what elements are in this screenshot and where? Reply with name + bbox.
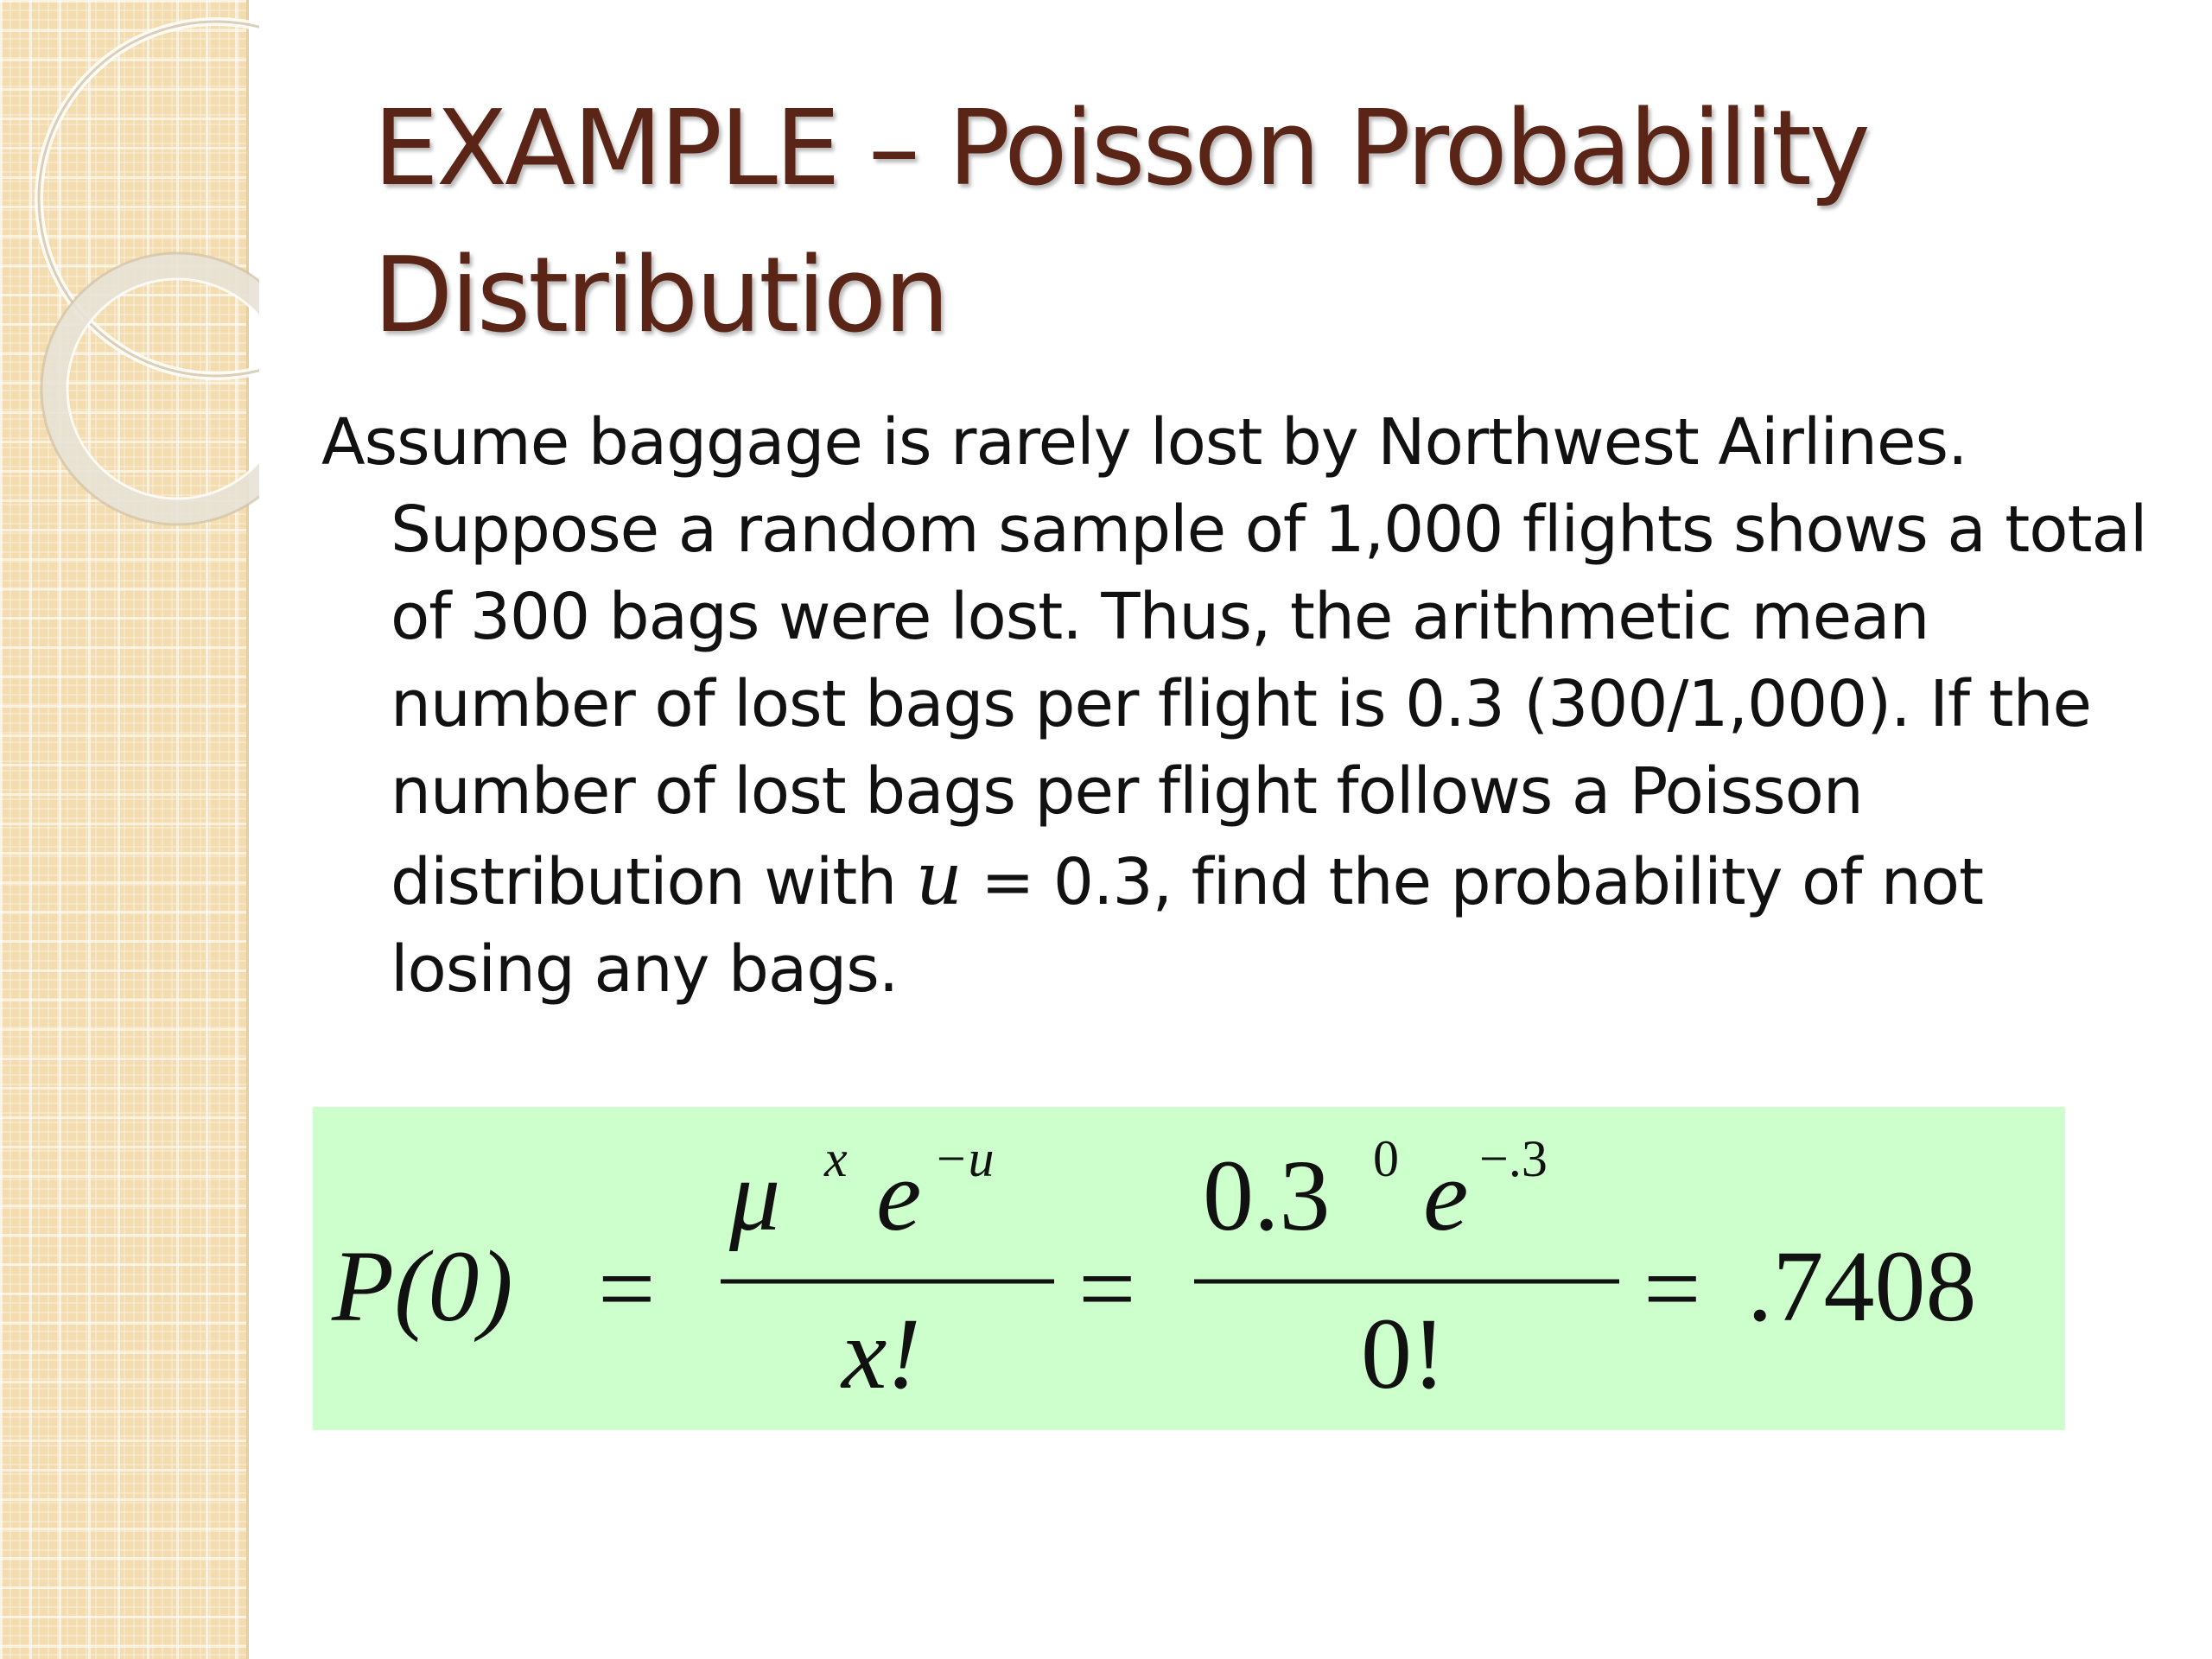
body-paragraph bbox=[321, 399, 2162, 1014]
formula-base: 0.3 bbox=[1203, 1139, 1331, 1252]
formula-e-2: e bbox=[1423, 1139, 1469, 1252]
formula-x-factorial: x! bbox=[842, 1297, 921, 1410]
formula-x-exponent: x bbox=[824, 1130, 848, 1187]
title-line-2: Distribution bbox=[373, 236, 948, 356]
decorative-rings bbox=[0, 0, 259, 553]
formula-neg-point3-exponent: −.3 bbox=[1479, 1130, 1548, 1187]
body-text-end: = 0.3, find the probability of not losing any bags. bbox=[391, 845, 1983, 1007]
formula-equals-3: = bbox=[1643, 1232, 1701, 1345]
mean-symbol: u bbox=[915, 836, 962, 921]
formula-e-1: e bbox=[876, 1139, 922, 1252]
title-line-1: EXAMPLE – Poisson Probability bbox=[373, 89, 1868, 209]
body-text-start: Assume baggage is rarely lost by Northwest Airlines. Suppose a random sample of 1,000 flights shows a total of 300 bags were lost. Thus, the arithmetic mean number of lost bags per flight is 0.3 (300/1,000). If the number of lost bags per flight follows a Poisson distribution with bbox=[321, 405, 2147, 919]
formula-neg-u-exponent: −u bbox=[933, 1130, 995, 1187]
formula-result: .7408 bbox=[1747, 1230, 1977, 1343]
formula-zero-factorial: 0! bbox=[1361, 1297, 1446, 1410]
formula-lhs: P(0) bbox=[332, 1230, 513, 1343]
formula-box bbox=[313, 1107, 2065, 1430]
poisson-formula bbox=[313, 1107, 2065, 1430]
formula-zero-exponent: 0 bbox=[1373, 1130, 1399, 1187]
formula-equals-2: = bbox=[1078, 1232, 1136, 1345]
slide-title bbox=[373, 76, 2084, 370]
formula-equals-1: = bbox=[598, 1232, 656, 1345]
formula-mu: μ bbox=[729, 1139, 781, 1252]
